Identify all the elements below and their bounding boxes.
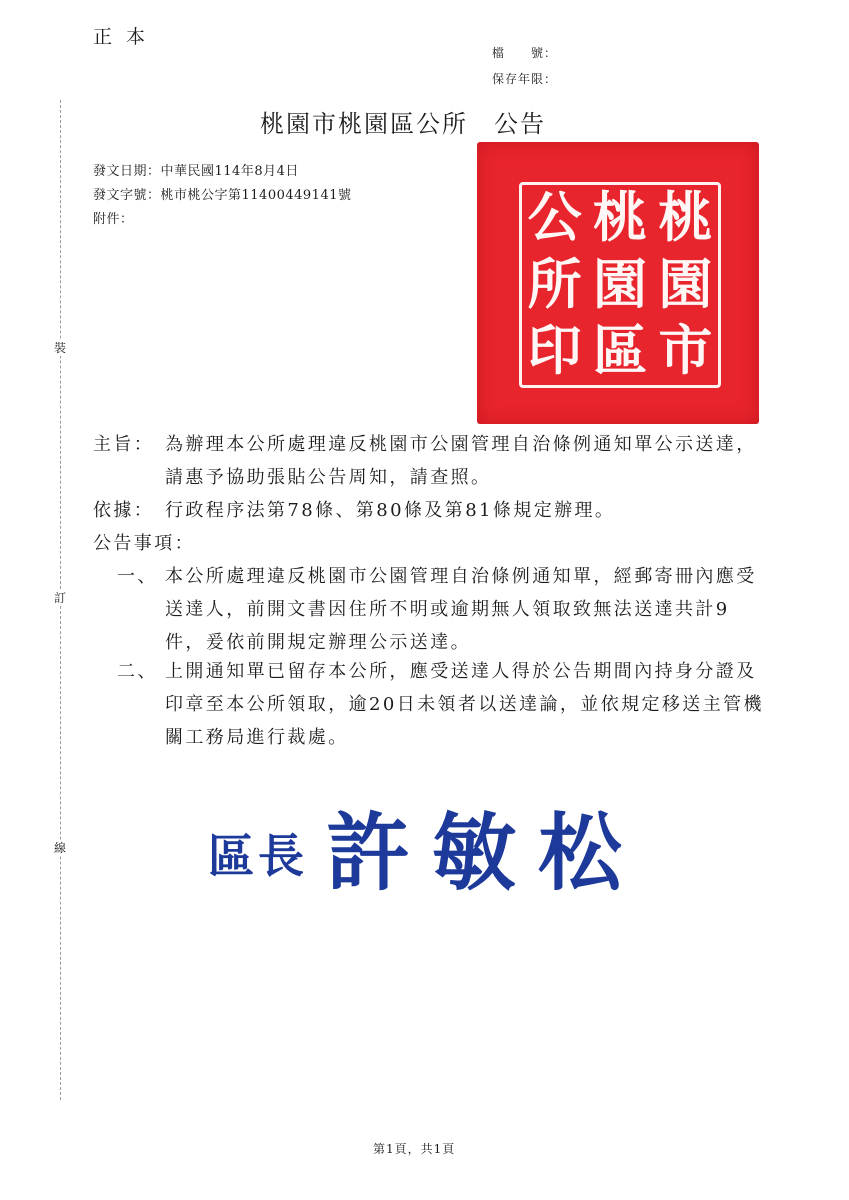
seal-char: 公 (527, 185, 582, 249)
binding-mark-zhuang: 裝 (53, 341, 66, 355)
page-number: 第1頁，共1頁 (373, 1142, 456, 1156)
document-number: 發文字號：桃市桃公字第11400449141號 (93, 188, 352, 203)
issue-date: 發文日期：中華民國114年8月4日 (93, 164, 299, 179)
file-number-label: 檔 號： (492, 46, 558, 60)
seal-char: 所 (527, 251, 582, 316)
seal-char: 園 (593, 251, 647, 316)
announcement-items-label: 公告事項： (93, 533, 195, 554)
item-text: 本公所處理違反桃園市公園管理自治條例通知單，經郵寄冊內應受送達人，前開文書因住所不明或逾期無人領取致無法送達共計9件，爰依前開規定辦理公示送達。 (165, 566, 757, 653)
seal-border (519, 182, 721, 388)
official-seal (477, 142, 759, 424)
item-number: 一、 (117, 566, 158, 587)
item-text: 上開通知單已留存本公所，應受送達人得於公告期間內持身分證及印章至本公所領取，逾20日未領者以送達論，並依規定移送主管機關工務局進行裁處。 (165, 661, 764, 748)
basis-label: 依據： (93, 500, 155, 521)
basis-text: 行政程序法第78條、第80條及第81條規定辦理。 (165, 500, 616, 521)
subject-text: 為辦理本公所處理違反桃園市公園管理自治條例通知單公示送達，請惠予協助張貼公告周知，請查照。 (165, 434, 757, 488)
seal-char: 印 (527, 318, 582, 383)
binding-mark-ding: 訂 (53, 591, 66, 605)
seal-char: 桃 (658, 185, 713, 249)
seal-characters (522, 185, 718, 385)
seal-char: 區 (593, 318, 647, 383)
retention-period-label: 保存年限： (492, 72, 558, 86)
page-title: 桃園市桃園區公所 公告 (260, 110, 546, 138)
subject-label: 主旨： (93, 434, 155, 455)
copy-label: 正本 (93, 26, 160, 48)
attachment-label: 附件： (93, 212, 134, 227)
binding-mark-xian: 線 (53, 841, 66, 855)
signature-title: 區長 (208, 829, 308, 883)
item-number: 二、 (117, 661, 158, 682)
signature-name: 許敏松 (326, 803, 645, 902)
seal-char: 園 (658, 251, 713, 316)
seal-char: 市 (658, 318, 713, 383)
seal-char: 桃 (593, 185, 647, 249)
